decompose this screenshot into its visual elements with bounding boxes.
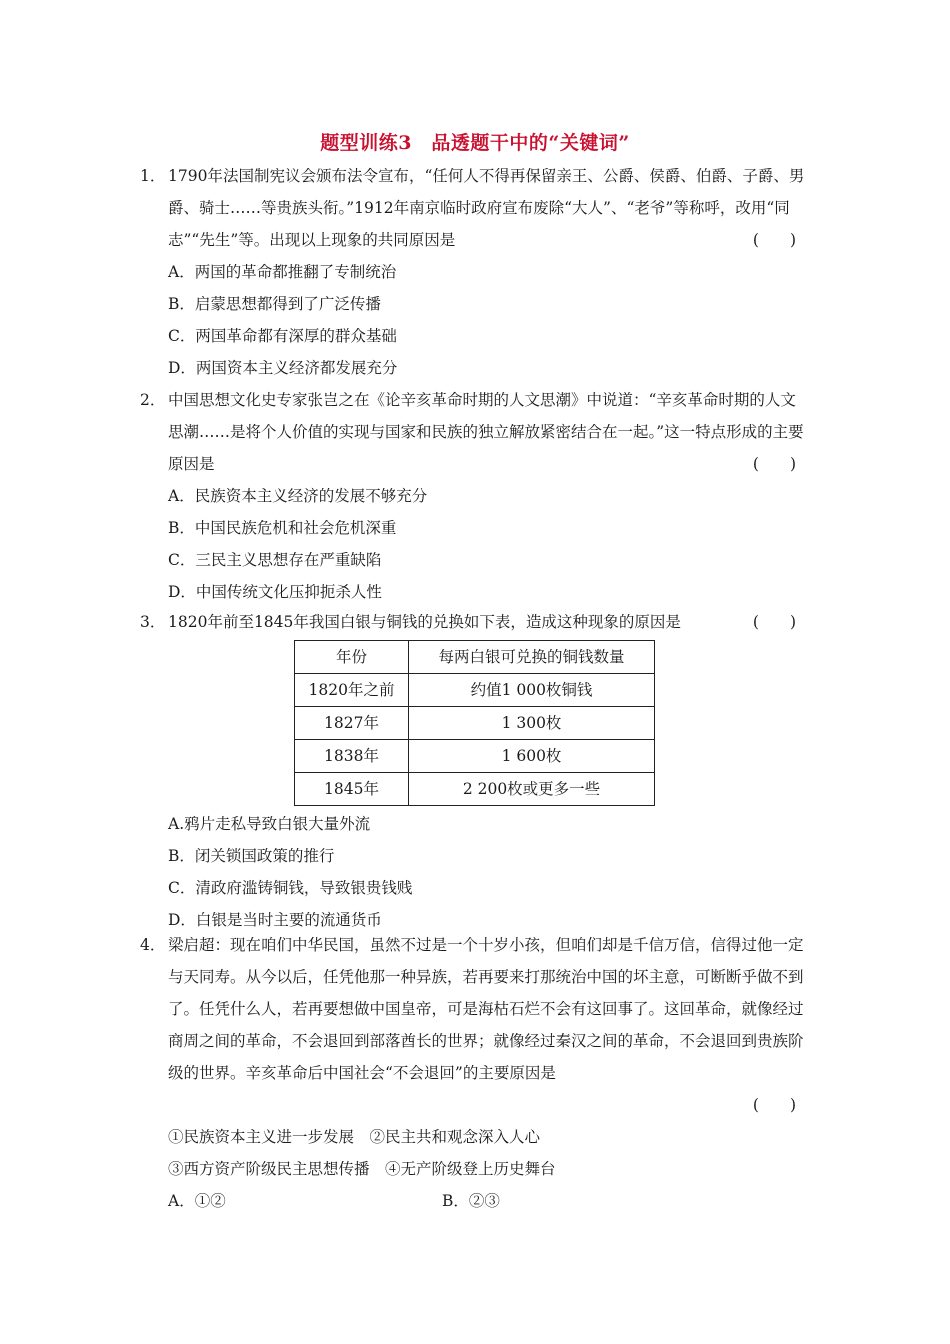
option-a: A．两国的革命都推翻了专制统治 [168,263,397,281]
option-b: B．启蒙思想都得到了广泛传播 [168,295,381,313]
question-stem: 中国思想文化史专家张岂之在《论辛亥革命时期的人文思潮》中说道：“辛亥革命时期的人文思潮……是将个人价值的实现与国家和民族的独立解放紧密结合在一起。”这一特点形成的主要原因是 [168,391,804,473]
option-c: C．三民主义思想存在严重缺陷 [168,551,382,569]
question-number: 1． [140,167,166,185]
question-1 [140,160,808,384]
table-cell: 1 600枚 [409,740,655,773]
statement-group-1: ①民族资本主义进一步发展 ②民主共和观念深入人心 [168,1128,541,1146]
table-row [295,707,655,740]
question-number: 3． [140,613,166,631]
table-header: 每两白银可兑换的铜钱数量 [409,641,655,674]
table-header-row [295,641,655,674]
option-row [140,1185,808,1217]
table-cell: 1820年之前 [295,674,409,707]
question-2 [140,384,808,608]
answer-blank: ( ) [752,231,796,249]
question-3 [140,606,808,936]
answer-blank: ( ) [752,455,796,473]
table-cell: 约值1 000枚铜钱 [409,674,655,707]
option-c: C．两国革命都有深厚的群众基础 [168,327,397,345]
answer-blank: ( ) [752,613,796,631]
option-a: A．①② [168,1192,226,1210]
table-cell: 1838年 [295,740,409,773]
option-a: A.鸦片走私导致白银大量外流 [168,815,371,833]
exchange-table [294,640,655,806]
option-b: B．中国民族危机和社会危机深重 [168,519,397,537]
question-stem: 梁启超：现在咱们中华民国，虽然不过是一个十岁小孩，但咱们却是千信万信，信得过他一定与天同寿。从今以后，任凭他那一种异族，若再要来打那统治中国的坏主意，可断断乎做不到了。任凭什么人，若再要想做中国皇帝，可是海枯石烂不会有这回事了。这回革命，就像经过商周之间的革命，不会退回到部落酋长的世界；就像经过秦汉之间的革命，不会退回到贵族阶级的世界。辛亥革命后中国社会“不会退回”的主要原因是 [168,936,804,1082]
answer-blank: ( ) [752,1096,796,1114]
page-title: 题型训练3 品透题干中的“关键词” [320,132,630,154]
table-cell: 1827年 [295,707,409,740]
option-c: C．清政府滥铸铜钱，导致银贵钱贱 [168,879,413,897]
option-b: B．闭关锁国政策的推行 [168,847,335,865]
option-b: B．②③ [442,1192,500,1210]
table-cell: 1 300枚 [409,707,655,740]
question-stem: 1820年前至1845年我国白银与铜钱的兑换如下表，造成这种现象的原因是 [168,613,681,631]
statement-group-2: ③西方资产阶级民主思想传播 ④无产阶级登上历史舞台 [168,1160,556,1178]
option-a: A．民族资本主义经济的发展不够充分 [168,487,428,505]
table-row [295,773,655,806]
table-cell: 1845年 [295,773,409,806]
question-stem: 1790年法国制宪议会颁布法令宣布，“任何人不得再保留亲王、公爵、侯爵、伯爵、子爵、男爵、骑士……等贵族头衔。”1912年南京临时政府宣布废除“大人”、“老爷”等称呼，改用“同志”“先生”等。出现以上现象的共同原因是 [168,167,805,249]
table-header: 年份 [295,641,409,674]
table-row [295,740,655,773]
option-d: D．两国资本主义经济都发展充分 [168,359,398,377]
question-4 [140,929,808,1217]
option-d: D．中国传统文化压抑扼杀人性 [168,583,382,601]
question-number: 2． [140,391,166,409]
option-d: D．白银是当时主要的流通货币 [168,911,382,929]
question-number: 4． [140,936,166,954]
table-cell: 2 200枚或更多一些 [409,773,655,806]
table-row [295,674,655,707]
